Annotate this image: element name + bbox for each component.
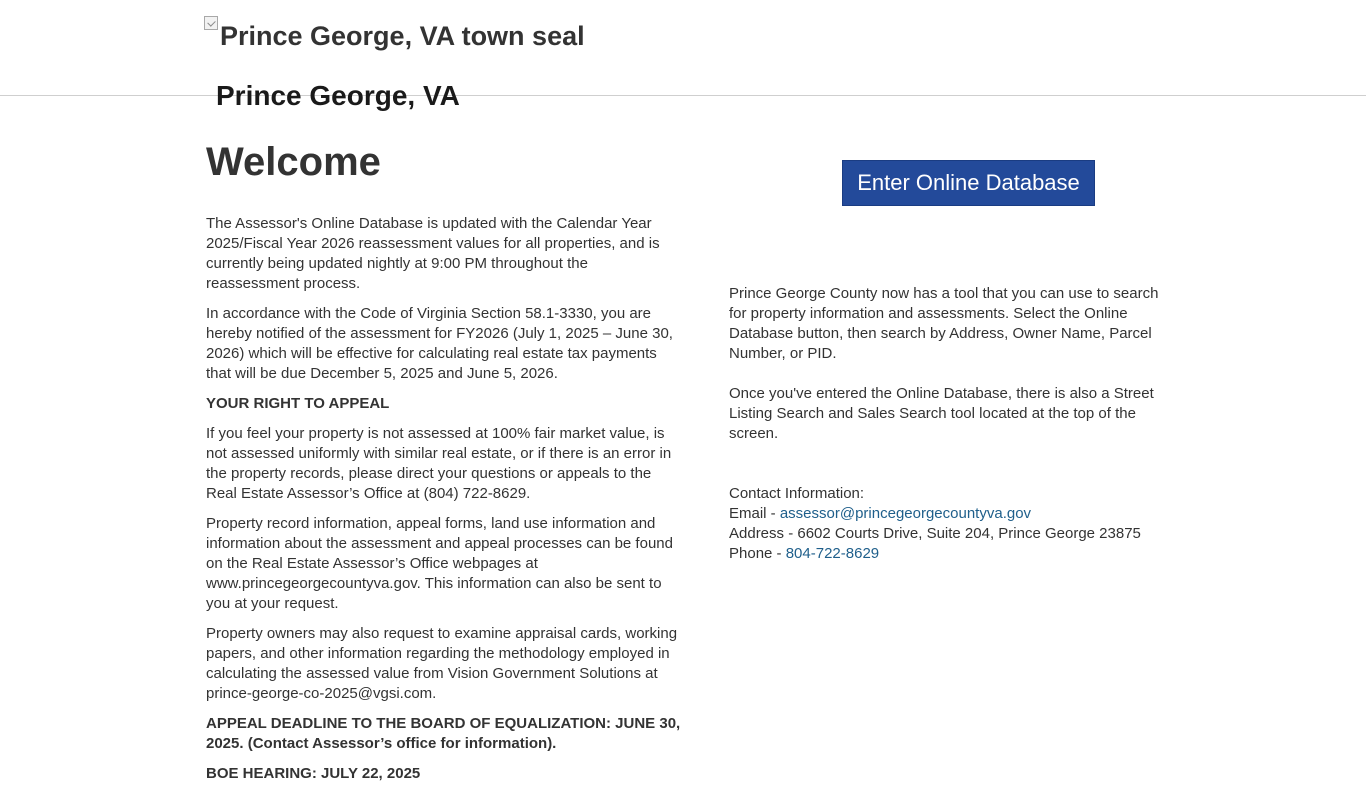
phone-label: Phone - xyxy=(729,545,786,562)
tool-info-text: Prince George County now has a tool that you can use to search for property information and assessments. Select the Online Database button, then search by Address, Owner Name, Parcel Number, or PID. xyxy=(729,285,1159,362)
appeal-paragraph: If you feel your property is not assessed at 100% fair market value, is not assessed uniformly with similar real estate, or if there is an error in the property records, please direct your questions or appeals to the Real Estate Assessor’s Office at (804) 722-8629. xyxy=(206,425,672,502)
appraisal-paragraph: Property owners may also request to examine appraisal cards, working papers, and other information regarding the methodology employed in calculating the assessed value from Vision Government Solutions at prince-george-co-2025@vgsi.com. xyxy=(206,625,678,702)
contact-address: Address - 6602 Courts Drive, Suite 204, Prince George 23875 xyxy=(729,525,1141,542)
boe-hearing: BOE HEARING: JULY 22, 2025 xyxy=(206,765,421,782)
main-content xyxy=(206,138,684,794)
town-seal-alt-text: Prince George, VA town seal xyxy=(220,21,585,51)
search-info-text: Once you've entered the Online Database, there is also a Street Listing Search and Sales Search tool located at the top of the screen. xyxy=(729,385,1154,442)
notice-paragraph: In accordance with the Code of Virginia Section 58.1-3330, you are hereby notified of the assessment for FY2026 (July 1, 2025 – June 30, 2026) which will be effective for calculating real estate tax payments that will be due December 5, 2025 and June 5, 2026. xyxy=(206,305,673,382)
broken-image-icon xyxy=(204,16,218,30)
records-paragraph: Property record information, appeal forms, land use information and information about the assessment and appeal processes can be found on the Real Estate Assessor’s Office webpages at www.princegeorgecountyva.gov. This information can also be sent to you at your request. xyxy=(206,515,673,612)
contact-information xyxy=(729,484,1169,564)
phone-link[interactable]: 804-722-8629 xyxy=(785,545,880,562)
enter-online-database-button[interactable]: Enter Online Database xyxy=(842,160,1095,206)
appeal-heading: YOUR RIGHT TO APPEAL xyxy=(206,395,390,412)
email-label: Email - xyxy=(729,505,780,522)
contact-phone-line xyxy=(729,544,1169,564)
appeal-deadline: APPEAL DEADLINE TO THE BOARD OF EQUALIZATION: JUNE 30, 2025. (Contact Assessor’s office for information). xyxy=(206,715,681,752)
town-name: Prince George, VA xyxy=(216,80,460,111)
town-seal xyxy=(204,18,585,54)
contact-heading: Contact Information: xyxy=(729,485,865,502)
site-header xyxy=(0,0,1366,111)
email-link[interactable]: assessor@princegeorgecountyva.gov xyxy=(779,505,1032,522)
sidebar-info xyxy=(729,284,1169,564)
intro-paragraph: The Assessor's Online Database is updated with the Calendar Year 2025/Fiscal Year 2026 reassessment values for all properties, and is currently being updated nightly at 9:00 PM throughout the reassessment process. xyxy=(206,215,660,292)
page-title: Welcome xyxy=(206,140,381,184)
contact-email-line xyxy=(729,504,1169,524)
